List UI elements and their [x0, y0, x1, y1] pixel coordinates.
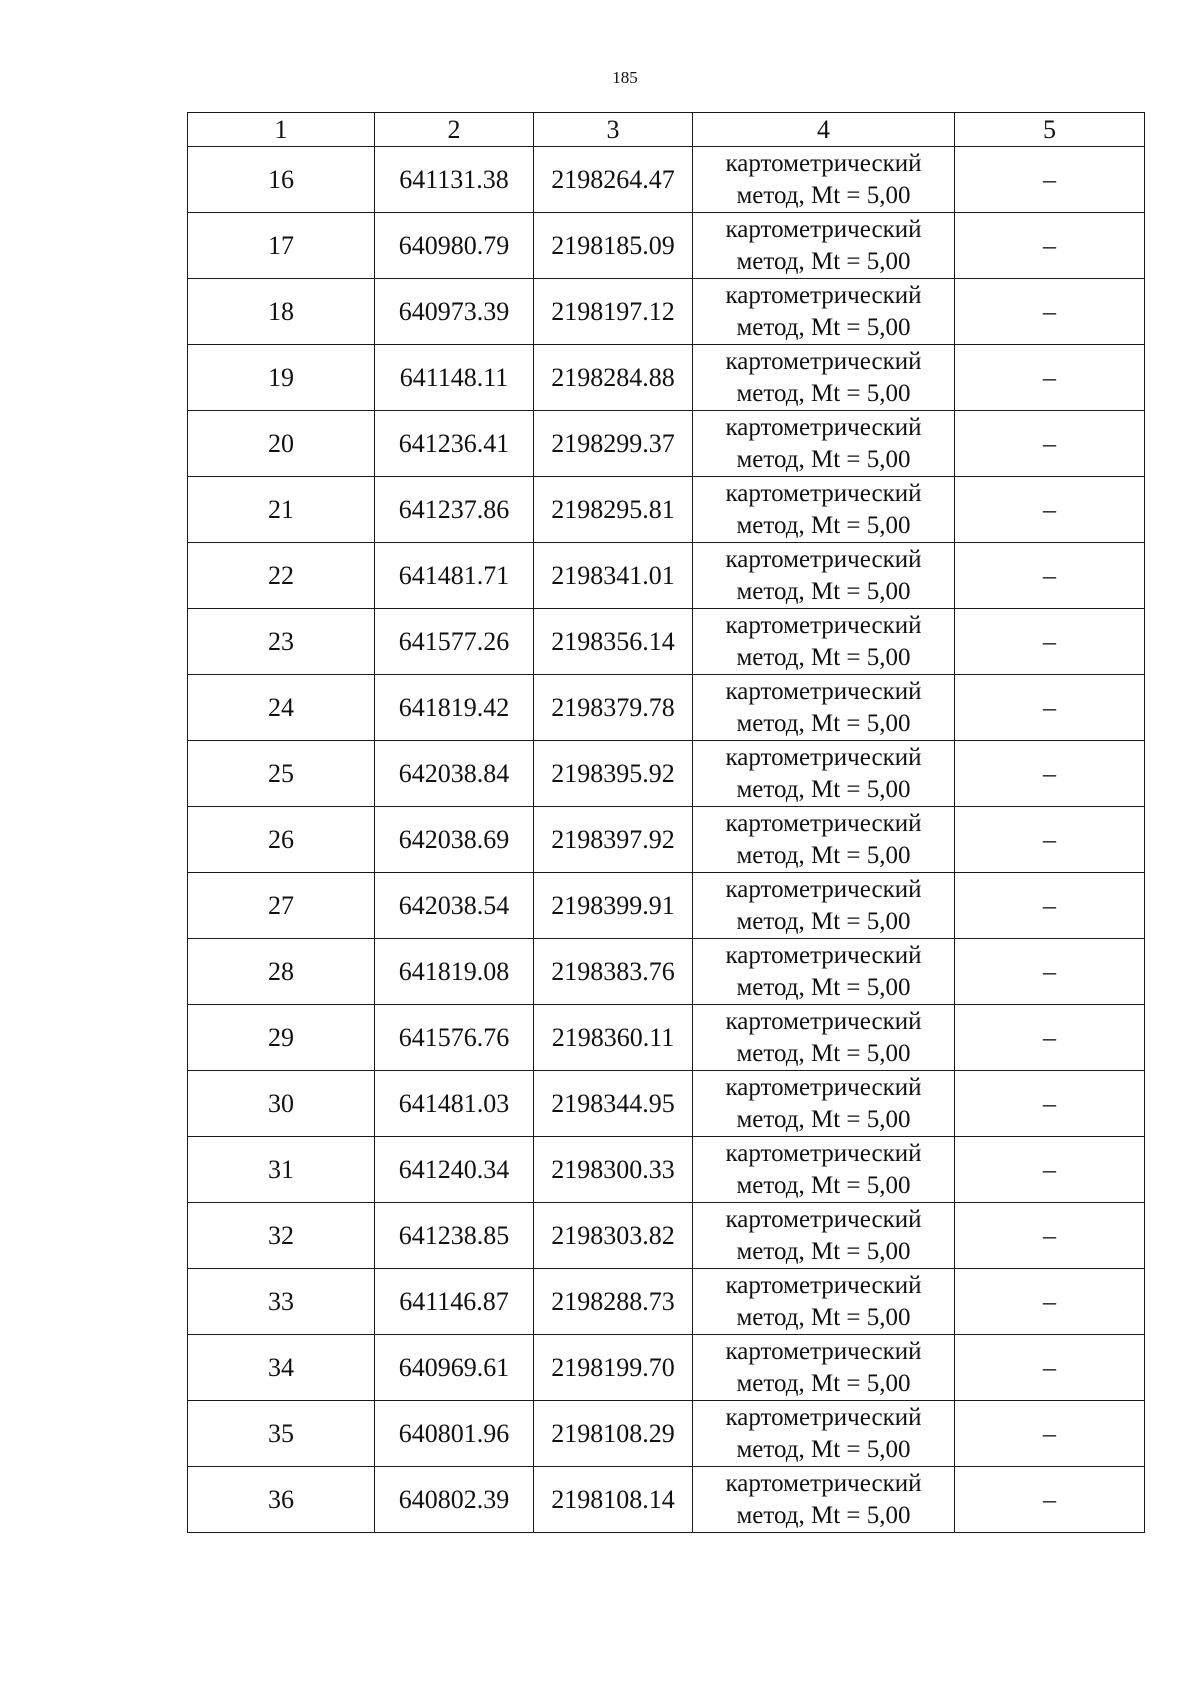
y-coordinate-cell: 2198344.95: [534, 1071, 693, 1137]
method-line-2: метод, Mt = 5,00: [736, 709, 911, 737]
method-cell: [693, 279, 955, 345]
header-row: [188, 113, 1145, 147]
y-coordinate-cell: 2198395.92: [534, 741, 693, 807]
point-number-cell: 32: [188, 1203, 375, 1269]
header-cell-3: 3: [534, 113, 693, 147]
note-cell: –: [955, 279, 1145, 345]
page-number: 185: [612, 68, 638, 87]
point-number-cell: 36: [188, 1467, 375, 1533]
point-number-cell: 28: [188, 939, 375, 1005]
point-number-cell: 33: [188, 1269, 375, 1335]
point-number-cell: 17: [188, 213, 375, 279]
note-cell: –: [955, 213, 1145, 279]
point-number-cell: 26: [188, 807, 375, 873]
point-number-cell: 19: [188, 345, 375, 411]
note-cell: –: [955, 543, 1145, 609]
x-coordinate-cell: 642038.84: [375, 741, 534, 807]
method-cell: [693, 807, 955, 873]
table-row: [188, 279, 1145, 345]
note-cell: –: [955, 873, 1145, 939]
method-cell: [693, 873, 955, 939]
x-coordinate-cell: 640980.79: [375, 213, 534, 279]
note-cell: –: [955, 1071, 1145, 1137]
method-cell: [693, 543, 955, 609]
note-cell: –: [955, 609, 1145, 675]
x-coordinate-cell: 642038.54: [375, 873, 534, 939]
table-row: [188, 1467, 1145, 1533]
method-line-2: метод, Mt = 5,00: [736, 181, 911, 209]
y-coordinate-cell: 2198356.14: [534, 609, 693, 675]
table-row: [188, 1137, 1145, 1203]
method-cell: [693, 1467, 955, 1533]
method-line-2: метод, Mt = 5,00: [736, 775, 911, 803]
note-cell: –: [955, 675, 1145, 741]
header-cell-4: 4: [693, 113, 955, 147]
note-cell: –: [955, 939, 1145, 1005]
x-coordinate-cell: 641240.34: [375, 1137, 534, 1203]
note-cell: –: [955, 1005, 1145, 1071]
method-cell: [693, 1005, 955, 1071]
y-coordinate-cell: 2198197.12: [534, 279, 693, 345]
method-cell: [693, 213, 955, 279]
method-line-2: метод, Mt = 5,00: [736, 1501, 911, 1529]
y-coordinate-cell: 2198303.82: [534, 1203, 693, 1269]
method-line-1: картометрический: [725, 545, 922, 573]
method-line-1: картометрический: [725, 149, 922, 177]
y-coordinate-cell: 2198264.47: [534, 147, 693, 213]
method-line-2: метод, Mt = 5,00: [736, 1303, 911, 1331]
point-number-cell: 20: [188, 411, 375, 477]
header-cell-1: 1: [188, 113, 375, 147]
note-cell: –: [955, 411, 1145, 477]
method-line-2: метод, Mt = 5,00: [736, 445, 911, 473]
method-line-2: метод, Mt = 5,00: [736, 643, 911, 671]
method-line-1: картометрический: [725, 479, 922, 507]
point-number-cell: 31: [188, 1137, 375, 1203]
method-line-1: картометрический: [725, 281, 922, 309]
method-line-2: метод, Mt = 5,00: [736, 1237, 911, 1265]
note-cell: –: [955, 1203, 1145, 1269]
method-cell: [693, 147, 955, 213]
note-cell: –: [955, 345, 1145, 411]
method-line-2: метод, Mt = 5,00: [736, 379, 911, 407]
table-row: [188, 807, 1145, 873]
method-line-2: метод, Mt = 5,00: [736, 907, 911, 935]
method-line-1: картометрический: [725, 1073, 922, 1101]
x-coordinate-cell: 641819.42: [375, 675, 534, 741]
method-line-2: метод, Mt = 5,00: [736, 313, 911, 341]
y-coordinate-cell: 2198299.37: [534, 411, 693, 477]
method-line-2: метод, Mt = 5,00: [736, 1105, 911, 1133]
point-number-cell: 35: [188, 1401, 375, 1467]
note-cell: –: [955, 807, 1145, 873]
x-coordinate-cell: 642038.69: [375, 807, 534, 873]
y-coordinate-cell: 2198295.81: [534, 477, 693, 543]
y-coordinate-cell: 2198379.78: [534, 675, 693, 741]
x-coordinate-cell: 640973.39: [375, 279, 534, 345]
table-row: [188, 1335, 1145, 1401]
method-line-1: картометрический: [725, 1007, 922, 1035]
x-coordinate-cell: 641819.08: [375, 939, 534, 1005]
note-cell: –: [955, 1335, 1145, 1401]
method-line-2: метод, Mt = 5,00: [736, 841, 911, 869]
note-cell: –: [955, 1269, 1145, 1335]
method-cell: [693, 345, 955, 411]
point-number-cell: 30: [188, 1071, 375, 1137]
x-coordinate-cell: 641481.71: [375, 543, 534, 609]
method-cell: [693, 741, 955, 807]
method-cell: [693, 411, 955, 477]
y-coordinate-cell: 2198185.09: [534, 213, 693, 279]
note-cell: –: [955, 147, 1145, 213]
y-coordinate-cell: 2198108.29: [534, 1401, 693, 1467]
method-line-1: картометрический: [725, 347, 922, 375]
coordinates-table-body: [188, 113, 1145, 1533]
method-cell: [693, 1335, 955, 1401]
point-number-cell: 29: [188, 1005, 375, 1071]
x-coordinate-cell: 641237.86: [375, 477, 534, 543]
note-cell: –: [955, 1137, 1145, 1203]
method-line-1: картометрический: [725, 875, 922, 903]
note-cell: –: [955, 1467, 1145, 1533]
x-coordinate-cell: 640801.96: [375, 1401, 534, 1467]
header-cell-2: 2: [375, 113, 534, 147]
y-coordinate-cell: 2198383.76: [534, 939, 693, 1005]
method-line-1: картометрический: [725, 1403, 922, 1431]
x-coordinate-cell: 641148.11: [375, 345, 534, 411]
y-coordinate-cell: 2198360.11: [534, 1005, 693, 1071]
x-coordinate-cell: 641481.03: [375, 1071, 534, 1137]
method-line-1: картометрический: [725, 809, 922, 837]
x-coordinate-cell: 641146.87: [375, 1269, 534, 1335]
table-row: [188, 609, 1145, 675]
method-line-2: метод, Mt = 5,00: [736, 1435, 911, 1463]
table-row: [188, 1203, 1145, 1269]
table-row: [188, 477, 1145, 543]
y-coordinate-cell: 2198397.92: [534, 807, 693, 873]
table-row: [188, 1071, 1145, 1137]
table-row: [188, 213, 1145, 279]
table-row: [188, 1269, 1145, 1335]
y-coordinate-cell: 2198300.33: [534, 1137, 693, 1203]
x-coordinate-cell: 641238.85: [375, 1203, 534, 1269]
method-line-2: метод, Mt = 5,00: [736, 1369, 911, 1397]
method-line-1: картометрический: [725, 215, 922, 243]
method-line-1: картометрический: [725, 743, 922, 771]
table-row: [188, 543, 1145, 609]
method-cell: [693, 1401, 955, 1467]
method-line-2: метод, Mt = 5,00: [736, 577, 911, 605]
table-row: [188, 675, 1145, 741]
x-coordinate-cell: 641236.41: [375, 411, 534, 477]
method-line-2: метод, Mt = 5,00: [736, 511, 911, 539]
point-number-cell: 18: [188, 279, 375, 345]
method-line-1: картометрический: [725, 1205, 922, 1233]
note-cell: –: [955, 1401, 1145, 1467]
method-line-1: картометрический: [725, 611, 922, 639]
point-number-cell: 16: [188, 147, 375, 213]
x-coordinate-cell: 640969.61: [375, 1335, 534, 1401]
point-number-cell: 34: [188, 1335, 375, 1401]
method-line-2: метод, Mt = 5,00: [736, 247, 911, 275]
method-cell: [693, 477, 955, 543]
y-coordinate-cell: 2198399.91: [534, 873, 693, 939]
method-cell: [693, 609, 955, 675]
note-cell: –: [955, 477, 1145, 543]
note-cell: –: [955, 741, 1145, 807]
method-cell: [693, 1071, 955, 1137]
method-line-1: картометрический: [725, 1469, 922, 1497]
coordinates-table: [187, 112, 1145, 1533]
x-coordinate-cell: 641131.38: [375, 147, 534, 213]
point-number-cell: 24: [188, 675, 375, 741]
method-line-1: картометрический: [725, 1271, 922, 1299]
header-cell-5: 5: [955, 113, 1145, 147]
method-line-1: картометрический: [725, 1337, 922, 1365]
method-line-1: картометрический: [725, 1139, 922, 1167]
method-line-2: метод, Mt = 5,00: [736, 1039, 911, 1067]
table-row: [188, 345, 1145, 411]
table-row: [188, 873, 1145, 939]
table-row: [188, 939, 1145, 1005]
table-row: [188, 1401, 1145, 1467]
method-cell: [693, 1269, 955, 1335]
y-coordinate-cell: 2198108.14: [534, 1467, 693, 1533]
point-number-cell: 22: [188, 543, 375, 609]
y-coordinate-cell: 2198199.70: [534, 1335, 693, 1401]
point-number-cell: 27: [188, 873, 375, 939]
method-cell: [693, 1203, 955, 1269]
method-line-1: картометрический: [725, 941, 922, 969]
method-line-2: метод, Mt = 5,00: [736, 973, 911, 1001]
table-row: [188, 741, 1145, 807]
x-coordinate-cell: 641576.76: [375, 1005, 534, 1071]
method-cell: [693, 1137, 955, 1203]
x-coordinate-cell: 641577.26: [375, 609, 534, 675]
method-cell: [693, 939, 955, 1005]
table-row: [188, 147, 1145, 213]
point-number-cell: 23: [188, 609, 375, 675]
x-coordinate-cell: 640802.39: [375, 1467, 534, 1533]
y-coordinate-cell: 2198288.73: [534, 1269, 693, 1335]
y-coordinate-cell: 2198284.88: [534, 345, 693, 411]
point-number-cell: 21: [188, 477, 375, 543]
table-row: [188, 411, 1145, 477]
table-row: [188, 1005, 1145, 1071]
y-coordinate-cell: 2198341.01: [534, 543, 693, 609]
method-line-1: картометрический: [725, 413, 922, 441]
method-line-1: картометрический: [725, 677, 922, 705]
method-line-2: метод, Mt = 5,00: [736, 1171, 911, 1199]
method-cell: [693, 675, 955, 741]
point-number-cell: 25: [188, 741, 375, 807]
